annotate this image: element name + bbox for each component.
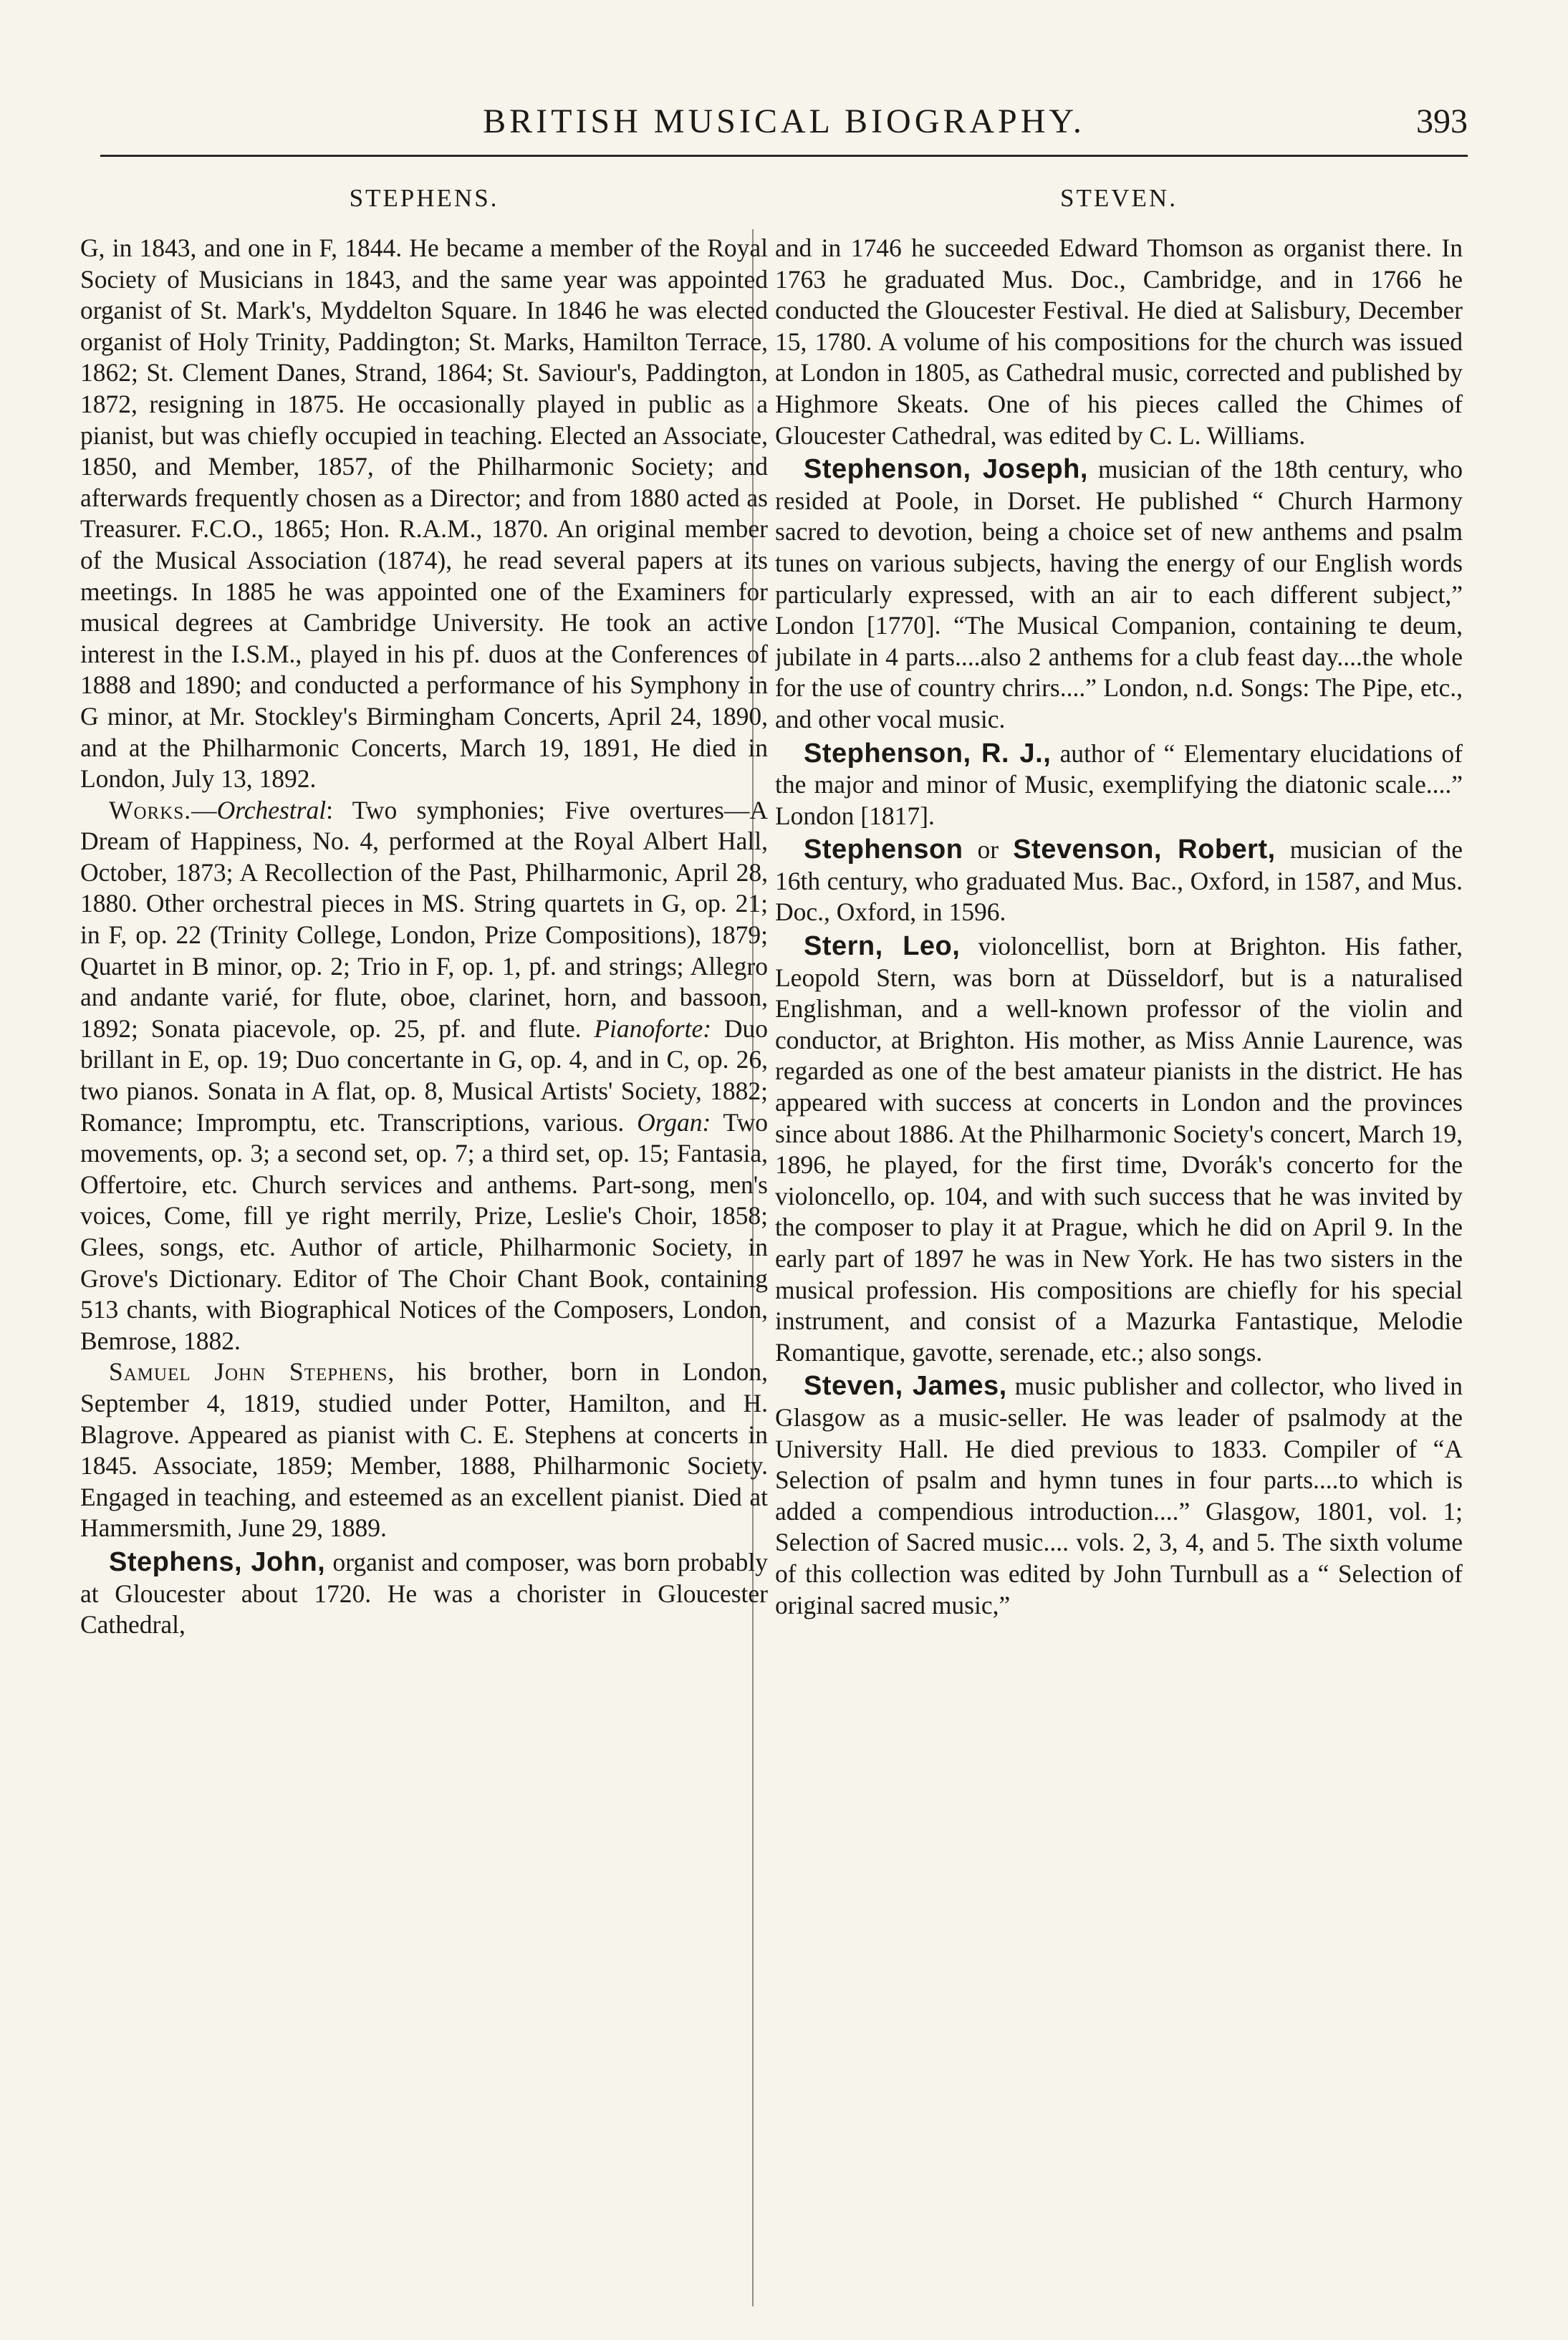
entry-steven-james bbox=[775, 1371, 1463, 1621]
entry-stern-leo bbox=[775, 931, 1463, 1368]
entry-name-stephenson: Stephenson bbox=[804, 834, 963, 865]
entry-name-steven-james: Steven, James, bbox=[804, 1371, 1007, 1402]
entry-name-stevenson-robert: Stevenson, Robert, bbox=[1013, 834, 1276, 865]
works-label: Works. bbox=[109, 795, 192, 824]
works-text-a: : Two symphonies; Five overtures—A Dream of Happiness, No. 4, performed at the Royal Albert Hall, October, 1873; A Recollection of the Past, Philharmonic, April 28, 1880. Other orchestral pieces in MS. String quartets in G, op. 21; in F, op. 22 (Trinity College, London, Prize Compositions), 1879; Quartet in B minor, op. 2; Trio in F, op. 1, pf. and strings; Allegro and andante varié, for flute, oboe, clarinet, horn, and bassoon, 1892; Sonata piacevole, op. 25, pf. and flute. bbox=[80, 795, 768, 1043]
entry-name-stern-leo: Stern, Leo, bbox=[804, 931, 961, 962]
organ-label: Organ: bbox=[637, 1107, 711, 1137]
right-column-heading: STEVEN. bbox=[1060, 184, 1178, 212]
entry-stephens-john bbox=[80, 1547, 768, 1641]
entry-or-word: or bbox=[963, 835, 1014, 865]
works-dash: — bbox=[191, 795, 217, 824]
samuel-john-stephens-paragraph bbox=[80, 1357, 768, 1544]
entry-stephenson-robert bbox=[775, 834, 1463, 928]
entry-name-stephens-john: Stephens, John, bbox=[109, 1546, 326, 1577]
entry-stephenson-rj bbox=[775, 738, 1463, 832]
orchestral-label: Orchestral bbox=[216, 795, 327, 824]
works-paragraph bbox=[80, 795, 768, 1357]
header-rule bbox=[100, 155, 1468, 157]
entry-text-steven-james: music publisher and collector, who lived in Glasgow as a music-seller. He was leader of psalmody at the University Hall. He died previous to 1833. Compiler of “A Selection of psalm and hymn tunes in four parts....to which is added a compendious introduction....” Glasgow, 1801, vol. 1; Selection of Sacred music.... vols. 2, 3, 4, and 5. The sixth volume of this collection was edited by John Turnbull as a “ Selection of original sacred music,” bbox=[775, 1372, 1463, 1619]
entry-name-stephenson-rj: Stephenson, R. J., bbox=[804, 738, 1052, 769]
works-text-c: Two movements, op. 3; a second set, op. 7; a third set, op. 15; Fantasia, Offertoire, etc. Church services and anthems. Part-song, men's voices, Come, fill ye right merrily, Prize, Leslie's Choir, 1858; Glees, songs, etc. Author of article, Philharmonic Society, in Grove's Dictionary. Editor of The Choir Chant Book, containing 513 chants, with Biographical Notices of the Composers, London, Bemrose, 1882. bbox=[80, 1107, 768, 1355]
entry-text-stephenson-rj: author of “ Elementary elucidations of the major and minor of Music, exemplifying the diatonic scale....” London [1817]. bbox=[775, 738, 1463, 830]
left-column-heading: STEPHENS. bbox=[349, 184, 499, 212]
entry-text-stephenson-joseph: musician of the 18th century, who resided at Poole, in Dorset. He published “ Church Harmony sacred to devotion, being a choice set of new anthems and psalm tunes on various subjects, having the energy of our English words particularly expressed, with an air to each different subject,” London [1770]. “The Musical Companion, containing te deum, jubilate in 4 parts....also 2 anthems for a club feast day....the whole for the use of country chrirs....” London, n.d. Songs: The Pipe, etc., and other vocal music. bbox=[775, 455, 1463, 733]
entry-text-stevenson-robert: musician of the 16th century, who graduated Mus. Bac., Oxford, in 1587, and Mus. Doc., Oxford, in 1596. bbox=[775, 835, 1463, 927]
stephens-continuation-paragraph: G, in 1843, and one in F, 1844. He became a member of the Royal Society of Musicians in 1843, and the same year was appointed organist of St. Mark's, Myddelton Square. In 1846 he was elected organist of Holy Trinity, Paddington; St. Marks, Hamilton Terrace, 1862; St. Clement Danes, Strand, 1864; St. Saviour's, Paddington, 1872, resigning in 1875. He occasionally played in public as a pianist, but was chiefly occupied in teaching. Elected an Associate, 1850, and Member, 1857, of the Philharmonic Society; and afterwards frequently chosen as a Director; and from 1880 acted as Treasurer. F.C.O., 1865; Hon. R.A.M., 1870. An original member of the Musical Association (1874), he read several papers at its meetings. In 1885 he was appointed one of the Examiners for musical degrees at Cambridge University. He took an active interest in the I.S.M., played in his pf. duos at the Conferences of 1888 and 1890; and conducted a performance of his Symphony in G minor, at Mr. Stockley's Birmingham Concerts, April 24, 1890, and at the Philharmonic Concerts, March 19, 1891, He died in London, July 13, 1892. bbox=[80, 233, 768, 794]
works-text-b: Duo brillant in E, op. 19; Duo concertante in G, op. 4, and in C, op. 26, two pianos. Sonata in A flat, op. 8, Musical Artists' Society, 1882; Romance; Impromptu, etc. Transcriptions, various. bbox=[80, 1013, 768, 1137]
running-title: BRITISH MUSICAL BIOGRAPHY. bbox=[483, 102, 1085, 140]
right-column bbox=[775, 183, 1463, 2303]
left-column bbox=[80, 183, 768, 2303]
john-stephens-continuation-paragraph: and in 1746 he succeeded Edward Thomson as organist there. In 1763 he graduated Mus. Doc., Cambridge, and in 1766 he conducted the Gloucester Festival. He died at Salisbury, December 15, 1780. A volume of his compositions for the church was issued at London in 1805, as Cathedral music, corrected and published by Highmore Skeats. One of his pieces called the Chimes of Gloucester Cathedral, was edited by C. L. Williams. bbox=[775, 233, 1463, 450]
entry-text-stephens-john: organist and composer, was born probably at Gloucester about 1720. He was a chorister in Gloucester Cathedral, bbox=[80, 1547, 768, 1640]
pianoforte-label: Pianoforte: bbox=[594, 1013, 712, 1043]
entry-name-stephenson-joseph: Stephenson, Joseph, bbox=[804, 454, 1088, 485]
samuel-john-stephens-name: Samuel John Stephens bbox=[109, 1357, 388, 1387]
entry-stephenson-joseph bbox=[775, 454, 1463, 735]
page-number: 393 bbox=[1416, 102, 1468, 140]
running-head bbox=[100, 100, 1468, 150]
samuel-john-stephens-text: , his brother, born in London, September 4, 1819, studied under Potter, Hamilton, and H. Blagrove. Appeared as pianist with C. E. Stephens at concerts in 1845. Associate, 1859; Member, 1888, Philharmonic Society. Engaged in teaching, and esteemed as an excellent pianist. Died at Hammersmith, June 29, 1889. bbox=[80, 1357, 768, 1543]
entry-text-stern-leo: violoncellist, born at Brighton. His father, Leopold Stern, was born at Düsseldorf, but is a naturalised Englishman, and a well-known professor of the violin and conductor, at Brighton. His mother, as Miss Annie Laurence, was regarded as one of the best amateur pianists in the district. He has appeared with success at concerts in London and the provinces since about 1886. At the Philharmonic Society's concert, March 19, 1896, he played, for the first time, Dvorák's concerto for the violoncello, op. 104, and with such success that he was invited by the composer to play it at Prague, which he did on April 9. In the early part of 1897 he was in New York. He has two sisters in the musical profession. His compositions are chiefly for his special instrument, and consist of a Mazurka Fantastique, Melodie Romantique, gavotte, serenade, etc.; also songs. bbox=[775, 932, 1463, 1367]
